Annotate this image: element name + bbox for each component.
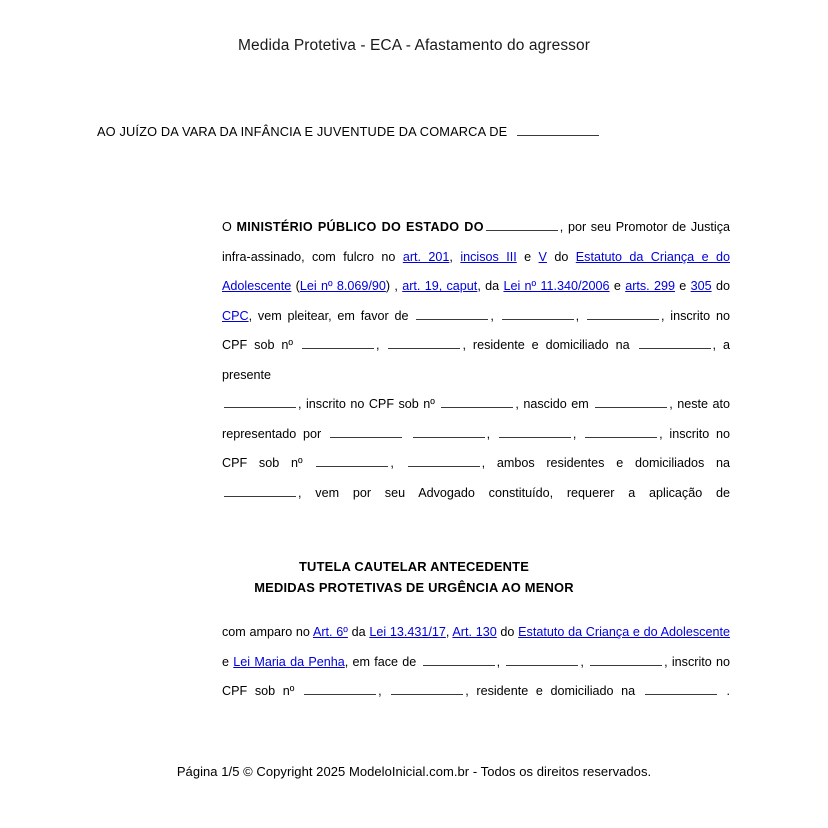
blank-field-representante-2[interactable]: [413, 426, 485, 438]
link-art-305[interactable]: 305: [690, 279, 712, 294]
p1-text-11: do: [711, 279, 730, 294]
blank-field-agressor-dado[interactable]: [391, 683, 463, 695]
page-footer: Página 1/5 © Copyright 2025 ModeloInicial.com.br - Todos os direitos reservados.: [176, 764, 652, 779]
p3-text-11: , residente e domiciliado na: [465, 684, 643, 699]
p1-text-10: e: [675, 279, 691, 294]
blank-field-agressor-3[interactable]: [590, 654, 662, 666]
link-estatuto-crianca-adolescente[interactable]: Estatuto da Criança e do Adolescente: [222, 249, 730, 294]
p1-text-15: , inscrito no CPF sob nº: [222, 308, 730, 353]
blank-field-menor-cpf[interactable]: [441, 396, 513, 408]
blank-field-estado[interactable]: [486, 219, 558, 231]
p2-text-10: , ambos residentes e domiciliados na: [481, 456, 730, 471]
p3-text-8: ,: [580, 654, 589, 669]
p3-text-9: , inscrito no CPF sob nº: [222, 654, 731, 699]
blank-field-dado-1[interactable]: [388, 337, 460, 349]
link-cpc[interactable]: CPC: [222, 308, 249, 323]
p3-text-10: ,: [378, 684, 390, 699]
link-lei-maria-da-penha[interactable]: Lei Maria da Penha: [233, 654, 345, 669]
p2-text-11: , vem por seu Advogado constituído, requerer a aplicação de: [298, 485, 730, 500]
p2-text-9: ,: [390, 456, 406, 471]
link-estatuto-crianca-adolescente-2[interactable]: Estatuto da Criança e do Adolescente: [518, 625, 730, 639]
p1-text-3: ,: [449, 249, 461, 264]
p3-text-6: , em face de: [344, 654, 421, 669]
p1-text-4: e: [516, 249, 539, 264]
ministerio-publico-label: MINISTÉRIO PÚBLICO DO ESTADO DO: [236, 220, 484, 234]
p3-text-3: ,: [445, 625, 453, 639]
p2-text-4: , neste ato representado por: [222, 397, 730, 441]
addressee-text: AO JUÍZO DA VARA DA INFÂNCIA E JUVENTUDE DA COMARCA DE: [97, 124, 508, 139]
blank-field-representante-dado[interactable]: [408, 455, 480, 467]
p2-text-5: [404, 427, 411, 441]
p1-text-7: ) ,: [385, 279, 403, 294]
link-inciso-v[interactable]: V: [538, 249, 547, 264]
blank-field-endereco-1[interactable]: [639, 337, 711, 349]
request-heading-line-1: TUTELA CAUTELAR ANTECEDENTE: [298, 559, 530, 574]
p1-text-17: , residente e domiciliado na: [462, 338, 637, 353]
p3-text-7: ,: [496, 654, 505, 669]
p3-text-2: da: [347, 625, 370, 639]
link-incisos-iii[interactable]: incisos III: [460, 249, 517, 264]
blank-field-nascido-em[interactable]: [595, 396, 667, 408]
p3-text-1: com amparo no: [222, 625, 313, 639]
p1-text-18: , a presente: [222, 338, 731, 382]
link-art-201[interactable]: art. 201: [402, 249, 450, 264]
p1-text-13: ,: [490, 308, 500, 323]
blank-field-representante-cpf[interactable]: [316, 455, 388, 467]
p1-text-9: e: [609, 279, 626, 294]
p1-text-12: , vem pleitear, em favor de: [248, 308, 415, 323]
p3-text-4: do: [496, 625, 519, 639]
link-lei-8069-90[interactable]: Lei nº 8.069/90: [299, 279, 386, 294]
blank-field-representante-3[interactable]: [499, 426, 571, 438]
blank-field-agressor-cpf[interactable]: [304, 683, 376, 695]
blank-field-favor-de[interactable]: [416, 308, 488, 320]
request-heading: [0, 556, 828, 598]
blank-field-representante-1[interactable]: [330, 426, 402, 438]
link-lei-13431-17[interactable]: Lei 13.431/17: [369, 625, 446, 639]
blank-field-endereco-2[interactable]: [224, 485, 296, 497]
document-title: Medida Protetiva - ECA - Afastamento do agressor: [238, 37, 590, 54]
p2-text-3: , nascido em: [515, 397, 594, 411]
p1-text-5: do: [546, 249, 576, 264]
blank-field-representante-4[interactable]: [585, 426, 657, 438]
p3-text-5: e: [222, 654, 234, 669]
request-heading-line-2: MEDIDAS PROTETIVAS DE URGÊNCIA AO MENOR: [254, 580, 574, 595]
p1-text-6: (: [291, 279, 300, 294]
blank-field-agressor-2[interactable]: [506, 654, 578, 666]
p2-text-8: , inscrito no CPF sob nº: [222, 426, 731, 471]
p2-text-7: ,: [572, 426, 584, 441]
p2-text-2: , inscrito no CPF sob nº: [298, 397, 440, 411]
blank-field-agressor-endereco[interactable]: [645, 683, 717, 695]
addressee-line: [97, 122, 757, 142]
link-art-19-caput[interactable]: art. 19, caput: [402, 279, 478, 294]
link-art-6[interactable]: Art. 6º: [312, 625, 348, 639]
link-lei-11340-2006[interactable]: Lei nº 11.340/2006: [503, 279, 610, 294]
blank-field-menor-nome[interactable]: [224, 396, 296, 408]
p2-text-6: ,: [486, 426, 497, 441]
p1-text-1: O: [222, 220, 237, 234]
blank-field-nome-1[interactable]: [502, 308, 574, 320]
blank-field-agressor-1[interactable]: [423, 654, 495, 666]
blank-field-comarca[interactable]: [517, 124, 599, 136]
p1-text-14: ,: [575, 308, 585, 323]
p1-text-8: , da: [477, 279, 504, 294]
blank-field-cpf-1[interactable]: [302, 337, 374, 349]
blank-field-nome-2[interactable]: [587, 308, 659, 320]
paragraph-representado: [222, 390, 730, 538]
paragraph-amparo-legal: [222, 618, 730, 736]
p1-text-16: ,: [375, 338, 387, 353]
p3-text-12: .: [718, 684, 730, 699]
link-arts-299[interactable]: arts. 299: [625, 279, 675, 294]
link-art-130[interactable]: Art. 130: [452, 625, 497, 639]
p1-text-2: , por seu Promotor de Justiça infra-assinado, com fulcro no: [222, 220, 731, 264]
